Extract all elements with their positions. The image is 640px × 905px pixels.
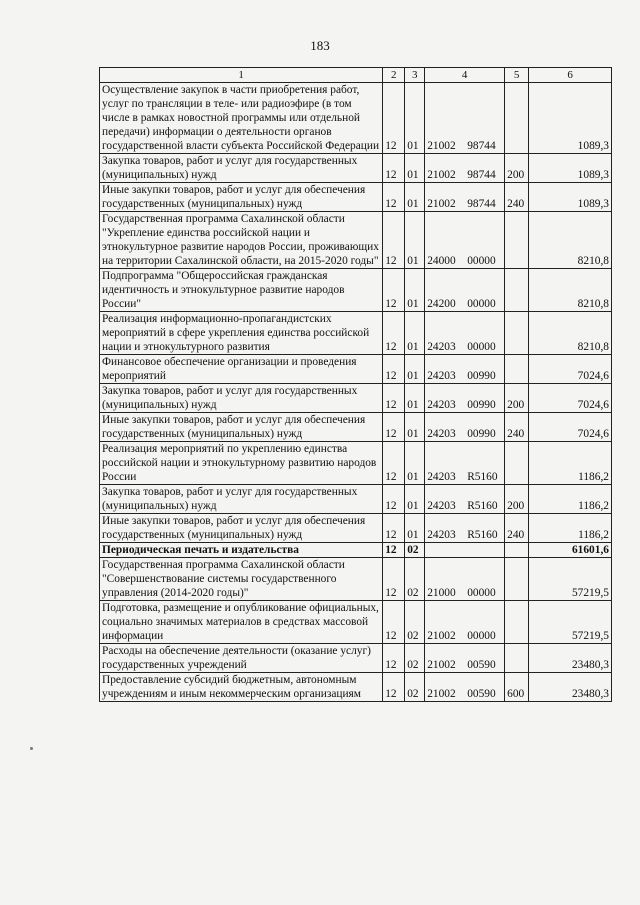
row-subsection-cell: 01 <box>405 514 425 543</box>
table-row <box>100 154 612 183</box>
row-section-cell: 12 <box>383 355 405 384</box>
row-name-cell: Закупка товаров, работ и услуг для государственных (муниципальных) нужд <box>100 154 383 183</box>
row-name-cell: Иные закупки товаров, работ и услуг для обеспечения государственных (муниципальных) нужд <box>100 514 383 543</box>
table-row <box>100 543 612 558</box>
row-section-cell: 12 <box>383 601 405 644</box>
row-subsection-cell: 01 <box>405 269 425 312</box>
row-section-cell: 12 <box>383 312 405 355</box>
row-subsection-cell: 02 <box>405 558 425 601</box>
target-article-direction: 98744 <box>467 169 496 181</box>
page-number: 183 <box>310 38 330 53</box>
row-section-cell: 12 <box>383 83 405 154</box>
row-subsection-cell: 01 <box>405 485 425 514</box>
row-name-cell: Иные закупки товаров, работ и услуг для обеспечения государственных (муниципальных) нужд <box>100 413 383 442</box>
row-expense-type-cell <box>505 212 529 269</box>
row-sum-cell: 23480,3 <box>529 644 612 673</box>
row-section-cell: 12 <box>383 673 405 702</box>
target-article-program: 21002 <box>427 688 456 700</box>
table-row <box>100 212 612 269</box>
table-row <box>100 485 612 514</box>
row-section-cell: 12 <box>383 413 405 442</box>
header-cell-6: 6 <box>529 68 612 83</box>
target-article-program: 24203 <box>427 370 456 382</box>
row-section-cell: 12 <box>383 384 405 413</box>
target-article-direction: 00990 <box>467 399 496 411</box>
target-article-program: 21000 <box>427 587 456 599</box>
row-target-article-cell <box>425 212 505 269</box>
row-target-article-cell <box>425 269 505 312</box>
row-name-cell: Подготовка, размещение и опубликование официальных, социально значимых материалов в средствах массовой информации <box>100 601 383 644</box>
row-target-article-cell <box>425 442 505 485</box>
row-subsection-cell: 01 <box>405 183 425 212</box>
row-sum-cell: 1089,3 <box>529 83 612 154</box>
row-sum-cell: 8210,8 <box>529 269 612 312</box>
row-target-article-cell <box>425 312 505 355</box>
row-expense-type-cell <box>505 312 529 355</box>
row-sum-cell: 1186,2 <box>529 514 612 543</box>
row-section-cell: 12 <box>383 212 405 269</box>
header-cell-1: 1 <box>100 68 383 83</box>
target-article-program: 24203 <box>427 500 456 512</box>
target-article-direction: 98744 <box>467 198 496 210</box>
row-subsection-cell: 01 <box>405 312 425 355</box>
table-row <box>100 442 612 485</box>
row-subsection-cell: 01 <box>405 212 425 269</box>
row-target-article-cell <box>425 601 505 644</box>
target-article-direction: R5160 <box>467 529 498 541</box>
target-article-program: 24000 <box>427 255 456 267</box>
target-article-direction: 00990 <box>467 370 496 382</box>
row-subsection-cell: 01 <box>405 355 425 384</box>
row-sum-cell: 61601,6 <box>529 543 612 558</box>
row-name-cell: Государственная программа Сахалинской области "Укрепление единства российской нации и этнокультурное развитие народов России, проживающих на территории Сахалинской области, на 2015-2020 годы" <box>100 212 383 269</box>
table-row <box>100 269 612 312</box>
row-name-cell: Реализация мероприятий по укреплению единства российской нации и этнокультурному развитию народов России <box>100 442 383 485</box>
row-expense-type-cell: 240 <box>505 514 529 543</box>
header-cell-5: 5 <box>505 68 529 83</box>
target-article-program: 21002 <box>427 140 456 152</box>
target-article-program: 24200 <box>427 298 456 310</box>
target-article-direction: 00000 <box>467 255 496 267</box>
row-sum-cell: 1089,3 <box>529 154 612 183</box>
table-row <box>100 601 612 644</box>
table-row <box>100 355 612 384</box>
row-sum-cell: 23480,3 <box>529 673 612 702</box>
table-row <box>100 558 612 601</box>
row-sum-cell: 57219,5 <box>529 558 612 601</box>
target-article-program: 21002 <box>427 659 456 671</box>
target-article-program: 24203 <box>427 529 456 541</box>
table-row <box>100 514 612 543</box>
row-subsection-cell: 02 <box>405 673 425 702</box>
scan-speck <box>30 747 33 750</box>
row-section-cell: 12 <box>383 183 405 212</box>
target-article-direction: 00590 <box>467 659 496 671</box>
row-target-article-cell <box>425 514 505 543</box>
table-row <box>100 83 612 154</box>
row-name-cell: Иные закупки товаров, работ и услуг для обеспечения государственных (муниципальных) нужд <box>100 183 383 212</box>
row-expense-type-cell <box>505 269 529 312</box>
row-target-article-cell <box>425 355 505 384</box>
row-section-cell: 12 <box>383 644 405 673</box>
row-expense-type-cell <box>505 558 529 601</box>
target-article-direction: R5160 <box>467 500 498 512</box>
target-article-program: 21002 <box>427 198 456 210</box>
row-target-article-cell <box>425 558 505 601</box>
header-cell-3: 3 <box>405 68 425 83</box>
row-target-article-cell <box>425 644 505 673</box>
row-section-cell: 12 <box>383 543 405 558</box>
target-article-direction: 00000 <box>467 341 496 353</box>
row-name-cell: Подпрограмма "Общероссийская гражданская идентичность и этнокультурное развитие народов России" <box>100 269 383 312</box>
row-name-cell: Закупка товаров, работ и услуг для государственных (муниципальных) нужд <box>100 384 383 413</box>
row-name-cell: Предоставление субсидий бюджетным, автономным учреждениям и иным некоммерческим организациям <box>100 673 383 702</box>
budget-table <box>99 67 612 702</box>
target-article-direction: 98744 <box>467 140 496 152</box>
row-target-article-cell <box>425 413 505 442</box>
row-name-cell: Осуществление закупок в части приобретения работ, услуг по трансляции в теле- или радиоэфире (в том числе в рамках новостной программы или отдельной передачи) информации о деятельности органов государственной власти субъекта Российской Федерации <box>100 83 383 154</box>
table-row <box>100 673 612 702</box>
row-expense-type-cell: 600 <box>505 673 529 702</box>
header-row <box>100 68 612 83</box>
row-target-article-cell <box>425 183 505 212</box>
row-expense-type-cell <box>505 601 529 644</box>
row-target-article-cell <box>425 673 505 702</box>
row-subsection-cell: 02 <box>405 543 425 558</box>
target-article-program: 21002 <box>427 630 456 642</box>
target-article-direction: 00000 <box>467 587 496 599</box>
target-article-direction: 00590 <box>467 688 496 700</box>
row-subsection-cell: 01 <box>405 384 425 413</box>
row-section-cell: 12 <box>383 558 405 601</box>
target-article-direction: R5160 <box>467 471 498 483</box>
row-name-cell: Реализация информационно-пропагандистских мероприятий в сфере укрепления единства российской нации и этнокультурного развития <box>100 312 383 355</box>
row-section-cell: 12 <box>383 442 405 485</box>
row-sum-cell: 1089,3 <box>529 183 612 212</box>
row-target-article-cell <box>425 154 505 183</box>
table-row <box>100 644 612 673</box>
row-sum-cell: 1186,2 <box>529 442 612 485</box>
target-article-direction: 00000 <box>467 630 496 642</box>
target-article-direction: 00990 <box>467 428 496 440</box>
row-name-cell: Расходы на обеспечение деятельности (оказание услуг) государственных учреждений <box>100 644 383 673</box>
row-name-cell: Финансовое обеспечение организации и проведения мероприятий <box>100 355 383 384</box>
row-sum-cell: 8210,8 <box>529 312 612 355</box>
row-subsection-cell: 01 <box>405 413 425 442</box>
row-expense-type-cell <box>505 355 529 384</box>
row-section-cell: 12 <box>383 269 405 312</box>
row-expense-type-cell <box>505 644 529 673</box>
row-section-cell: 12 <box>383 485 405 514</box>
table-row <box>100 312 612 355</box>
row-target-article-cell <box>425 384 505 413</box>
row-name-cell: Периодическая печать и издательства <box>100 543 383 558</box>
row-subsection-cell: 01 <box>405 442 425 485</box>
row-expense-type-cell: 200 <box>505 154 529 183</box>
row-target-article-cell <box>425 543 505 558</box>
row-sum-cell: 7024,6 <box>529 384 612 413</box>
target-article-program: 21002 <box>427 169 456 181</box>
row-name-cell: Государственная программа Сахалинской области "Совершенствование системы государственного управления (2014-2020 годы)" <box>100 558 383 601</box>
row-section-cell: 12 <box>383 154 405 183</box>
row-subsection-cell: 02 <box>405 601 425 644</box>
row-sum-cell: 57219,5 <box>529 601 612 644</box>
row-sum-cell: 1186,2 <box>529 485 612 514</box>
row-name-cell: Закупка товаров, работ и услуг для государственных (муниципальных) нужд <box>100 485 383 514</box>
table-row <box>100 384 612 413</box>
row-subsection-cell: 01 <box>405 83 425 154</box>
row-section-cell: 12 <box>383 514 405 543</box>
header-cell-4: 4 <box>425 68 505 83</box>
row-expense-type-cell: 200 <box>505 485 529 514</box>
table-row <box>100 183 612 212</box>
row-sum-cell: 7024,6 <box>529 355 612 384</box>
table-row <box>100 413 612 442</box>
row-expense-type-cell <box>505 543 529 558</box>
row-sum-cell: 8210,8 <box>529 212 612 269</box>
target-article-program: 24203 <box>427 341 456 353</box>
row-expense-type-cell: 240 <box>505 183 529 212</box>
header-cell-2: 2 <box>383 68 405 83</box>
row-target-article-cell <box>425 485 505 514</box>
row-target-article-cell <box>425 83 505 154</box>
target-article-direction: 00000 <box>467 298 496 310</box>
row-sum-cell: 7024,6 <box>529 413 612 442</box>
row-subsection-cell: 02 <box>405 644 425 673</box>
row-expense-type-cell <box>505 442 529 485</box>
row-subsection-cell: 01 <box>405 154 425 183</box>
row-expense-type-cell: 240 <box>505 413 529 442</box>
target-article-program: 24203 <box>427 428 456 440</box>
row-expense-type-cell: 200 <box>505 384 529 413</box>
target-article-program: 24203 <box>427 399 456 411</box>
row-expense-type-cell <box>505 83 529 154</box>
target-article-program: 24203 <box>427 471 456 483</box>
